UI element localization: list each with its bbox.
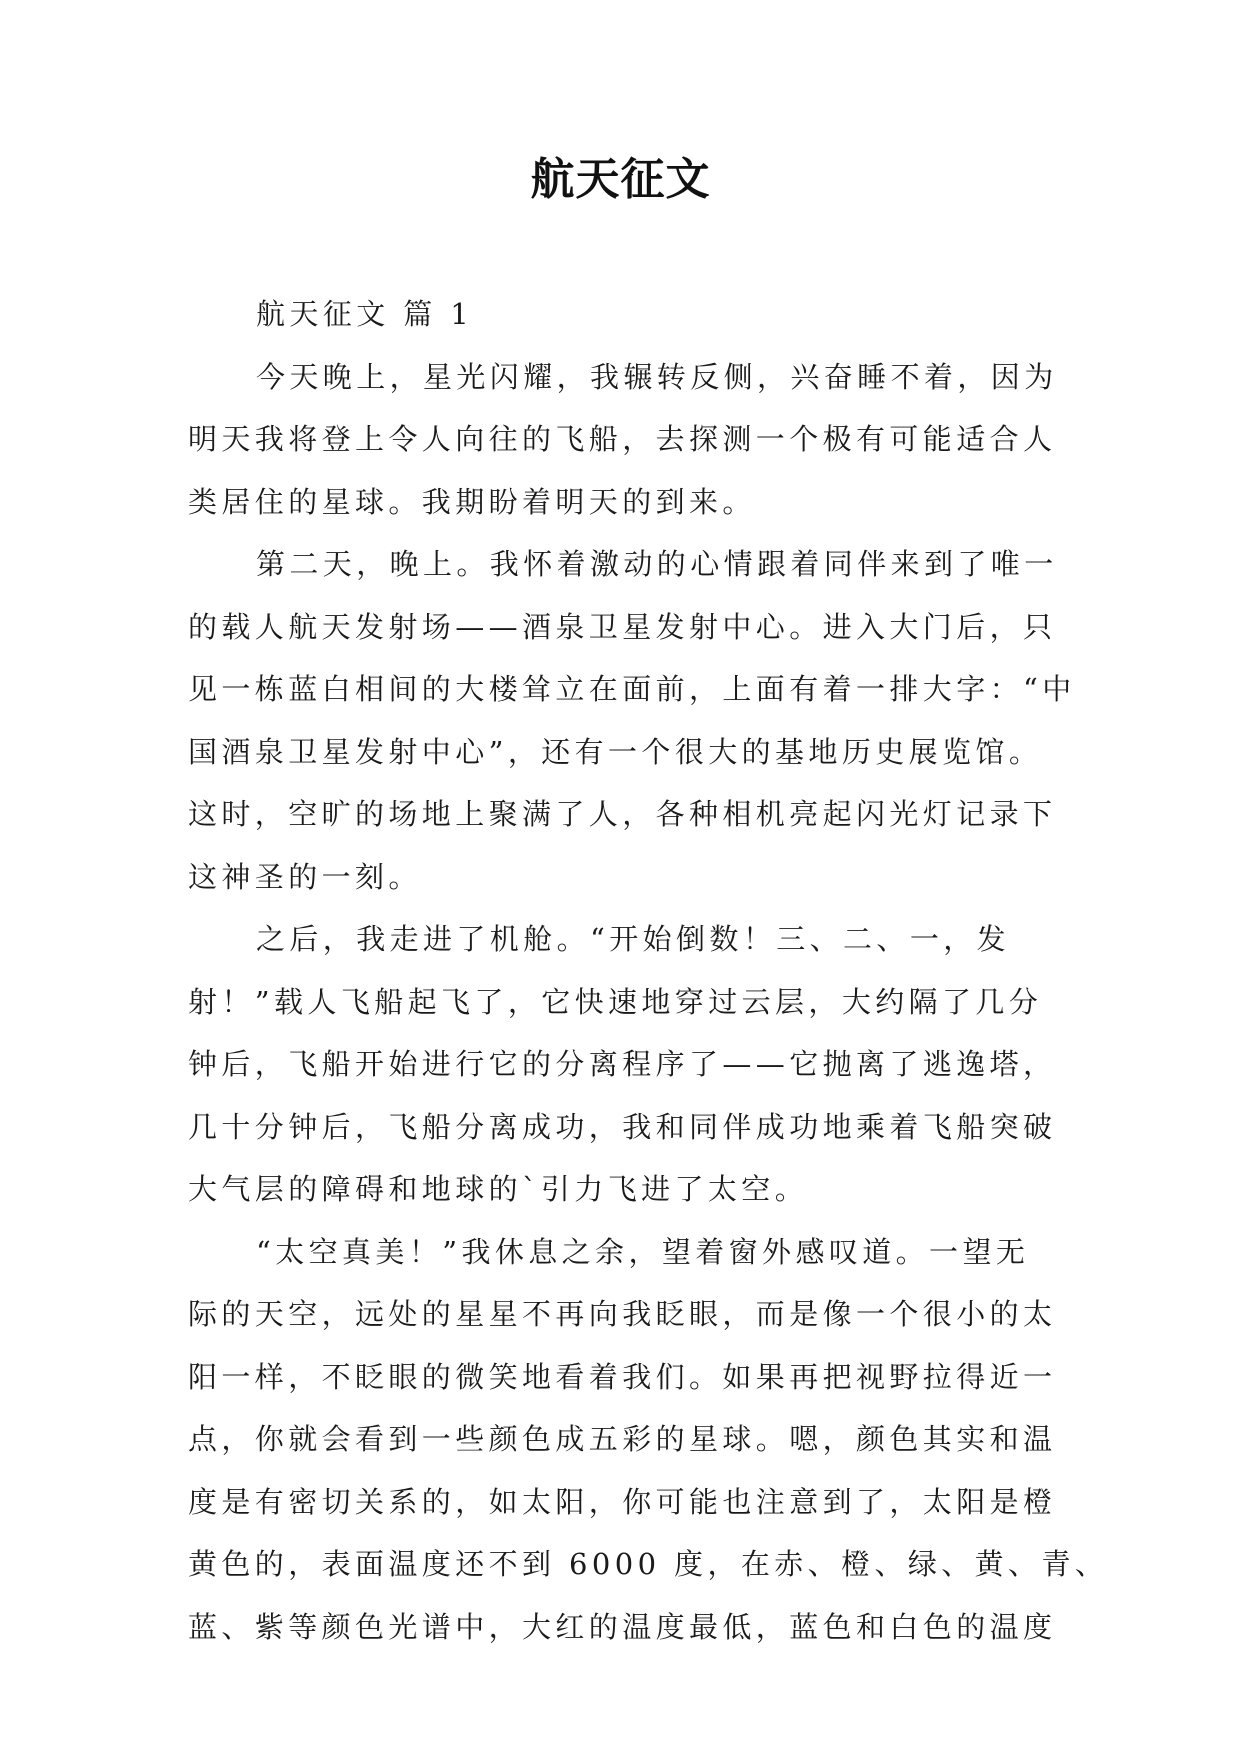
text-line: 射！”载人飞船起飞了，它快速地穿过云层，大约隔了几分 xyxy=(188,984,1043,1019)
text-line: 第二天，晚上。我怀着激动的心情跟着同伴来到了唯一 xyxy=(256,547,1058,581)
text-line: 大气层的障碍和地球的`引力飞进了太空。 xyxy=(188,1172,809,1206)
text-line: 国酒泉卫星发射中心”，还有一个很大的基地历史展览馆。 xyxy=(188,734,1043,769)
text-line: 钟后，飞船开始进行它的分离程序了——它抛离了逃逸塔， xyxy=(188,1047,1057,1081)
document-title: 航天征文 xyxy=(530,154,711,205)
text-line: 见一栋蓝白相间的大楼耸立在面前，上面有着一排大字：“中 xyxy=(188,672,1076,706)
text-line: 度是有密切关系的，如太阳，你可能也注意到了，太阳是橙 xyxy=(188,1484,1057,1519)
text-line: 的载人航天发射场——酒泉卫星发射中心。进入大门后，只 xyxy=(188,609,1057,644)
text-line: 之后，我走进了机舱。“开始倒数！三、二、一，发 xyxy=(256,922,1011,956)
text-line: 这神圣的一刻。 xyxy=(188,859,422,894)
text-line: 几十分钟后，飞船分离成功，我和同伴成功地乘着飞船突破 xyxy=(188,1109,1057,1144)
text-line: 明天我将登上令人向往的飞船，去探测一个极有可能适合人 xyxy=(188,422,1057,456)
text-line: “太空真美！”我休息之余，望着窗外感叹道。一望无 xyxy=(256,1234,1030,1269)
text-line: 际的天空，远处的星星不再向我眨眼，而是像一个很小的太 xyxy=(188,1297,1057,1331)
text-line: 点，你就会看到一些颜色成五彩的星球。嗯，颜色其实和温 xyxy=(188,1422,1057,1456)
text-line: 这时，空旷的场地上聚满了人，各种相机亮起闪光灯记录下 xyxy=(188,797,1057,831)
text-line: 黄色的，表面温度还不到 6000 度，在赤、橙、绿、黄、青、 xyxy=(188,1547,1109,1581)
text-line: 今天晚上，星光闪耀，我辗转反侧，兴奋睡不着，因为 xyxy=(256,359,1058,394)
text-line: 蓝、紫等颜色光谱中，大红的温度最低，蓝色和白色的温度 xyxy=(188,1609,1057,1644)
section-heading: 航天征文 篇 1 xyxy=(256,297,474,331)
text-line: 阳一样，不眨眼的微笑地看着我们。如果再把视野拉得近一 xyxy=(188,1359,1057,1394)
text-line: 类居住的星球。我期盼着明天的到来。 xyxy=(188,484,756,519)
document-body xyxy=(188,283,1109,1658)
